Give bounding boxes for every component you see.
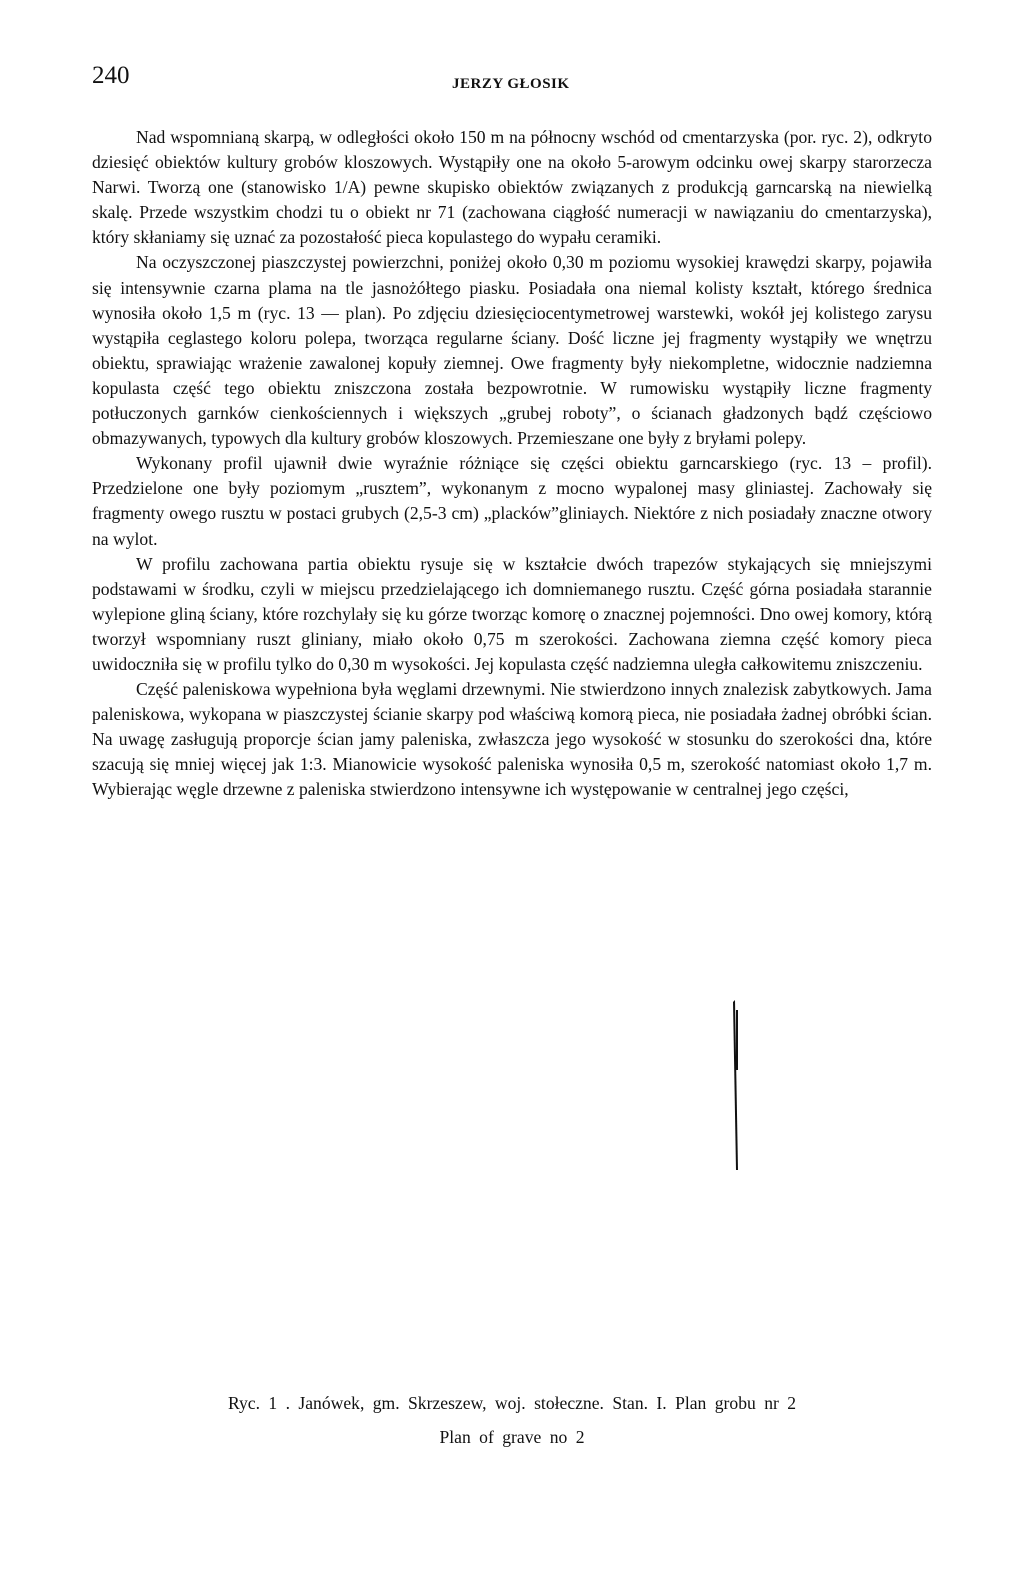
- paragraph-4: W profilu zachowana partia obiektu rysuje się w kształcie dwóch trapezów stykających się mniejszymi podstawami w środku, czyli w miejscu przedzielającego ich domniemanego rusztu. Część górna posiadała starannie wylepione gliną ściany, które rozchylały się ku górze tworząc komorę o znacznej pojemności. Dno owej komory, którą tworzył wspomniany ruszt gliniany, miało około 0,75 m szerokości. Zachowana ziemna część komory pieca uwidoczniła się w profilu tylko do 0,30 m wysokości. Jej kopulasta część nadziemna uległa całkowitemu zniszczeniu.: [92, 553, 932, 674]
- figure-caption-polish: Ryc. 1 . Janówek, gm. Skrzeszew, woj. stołeczne. Stan. I. Plan grobu nr 2: [227, 1393, 797, 1413]
- paragraph-1: Nad wspomnianą skarpą, w odległości około 150 m na północny wschód od cmentarzyska (por. ryc. 2), odkryto dziesięć obiektów kultury grobów kloszowych. Wystąpiły one na około 5-arowym odcinku owej skarpy starorzecza Narwi. Tworzą one (stanowisko 1/A) pewne skupisko obiektów związanych z produkcją garncarską na niewielką skalę. Przede wszystkim chodzi tu o obiekt nr 71 (zachowana ciągłość numeracji w nawiązaniu do cmentarzyska), który skłaniamy się uznać za pozostałość pieca kopulastego do wypału ceramiki.: [92, 127, 932, 248]
- figure-caption-english: Plan of grave no 2: [439, 1427, 585, 1447]
- north-arrow-shaft: [736, 1010, 738, 1070]
- figure-plan-of-grave: [0, 980, 1024, 1447]
- running-head-author: JERZY GŁOSIK: [452, 76, 570, 92]
- paragraph-5: Część paleniskowa wypełniona była węglami drzewnymi. Nie stwierdzono innych znalezisk zabytkowych. Jama paleniskowa, wykopana w piaszczystej ścianie skarpy pod właściwą komorą pieca, nie posiadała żadnej obróbki ścian. Na uwagę zasługują proporcje ścian jamy paleniska, zwłaszcza jego wysokość w stosunku do szerokości dna, które szacują się mniej więcej jak 1:3. Mianowicie wysokość paleniska wynosiła 0,5 m, szerokość natomiast około 1,7 m. Wybierając węgle drzewne z paleniska stwierdzono intensywne ich występowanie w centralnej jego części,: [92, 679, 932, 800]
- paragraph-2: Na oczyszczonej piaszczystej powierzchni, poniżej około 0,30 m poziomu wysokiej krawędzi skarpy, pojawiła się intensywnie czarna plama na tle jasnożółtego piasku. Posiadała ona niemal kolisty kształt, którego średnica wynosiła około 1,5 m (ryc. 13 — plan). Po zdjęciu dziesięciocentymetrowej warstewki, wokół jej kolistego zarysu wystąpiła ceglastego koloru polepa, tworząca regularne ściany. Dość liczne jej fragmenty wystąpiły we wnętrzu obiektu, sprawiając wrażenie zawalonej kopuły ziemnej. Owe fragmenty były niekompletne, widocznie nadziemna kopulasta część tego obiektu zniszczona została bezpowrotnie. W rumowisku wystąpiły liczne fragmenty potłuczonych garnków cienkościennych i większych „grubej roboty”, o ścianach gładzonych bądź częściowo obmazywanych, typowych dla kultury grobów kloszowych. Przemieszane one były z bryłami polepy.: [92, 252, 932, 449]
- paragraph-3: Wykonany profil ujawnił dwie wyraźnie różniące się części obiektu garncarskiego (ryc. 13 – profil). Przedzielone one były poziomym „rusztem”, wykonanym z mocno wypalonej masy gliniastej. Zachowały się fragmenty owego rusztu w postaci grubych (2,5-3 cm) „placków”gliniaych. Niektóre z nich posiadały znaczne otwory na wylot.: [92, 453, 932, 549]
- running-head: [92, 62, 932, 102]
- body-text: [92, 125, 932, 803]
- page-number: 240: [92, 62, 130, 89]
